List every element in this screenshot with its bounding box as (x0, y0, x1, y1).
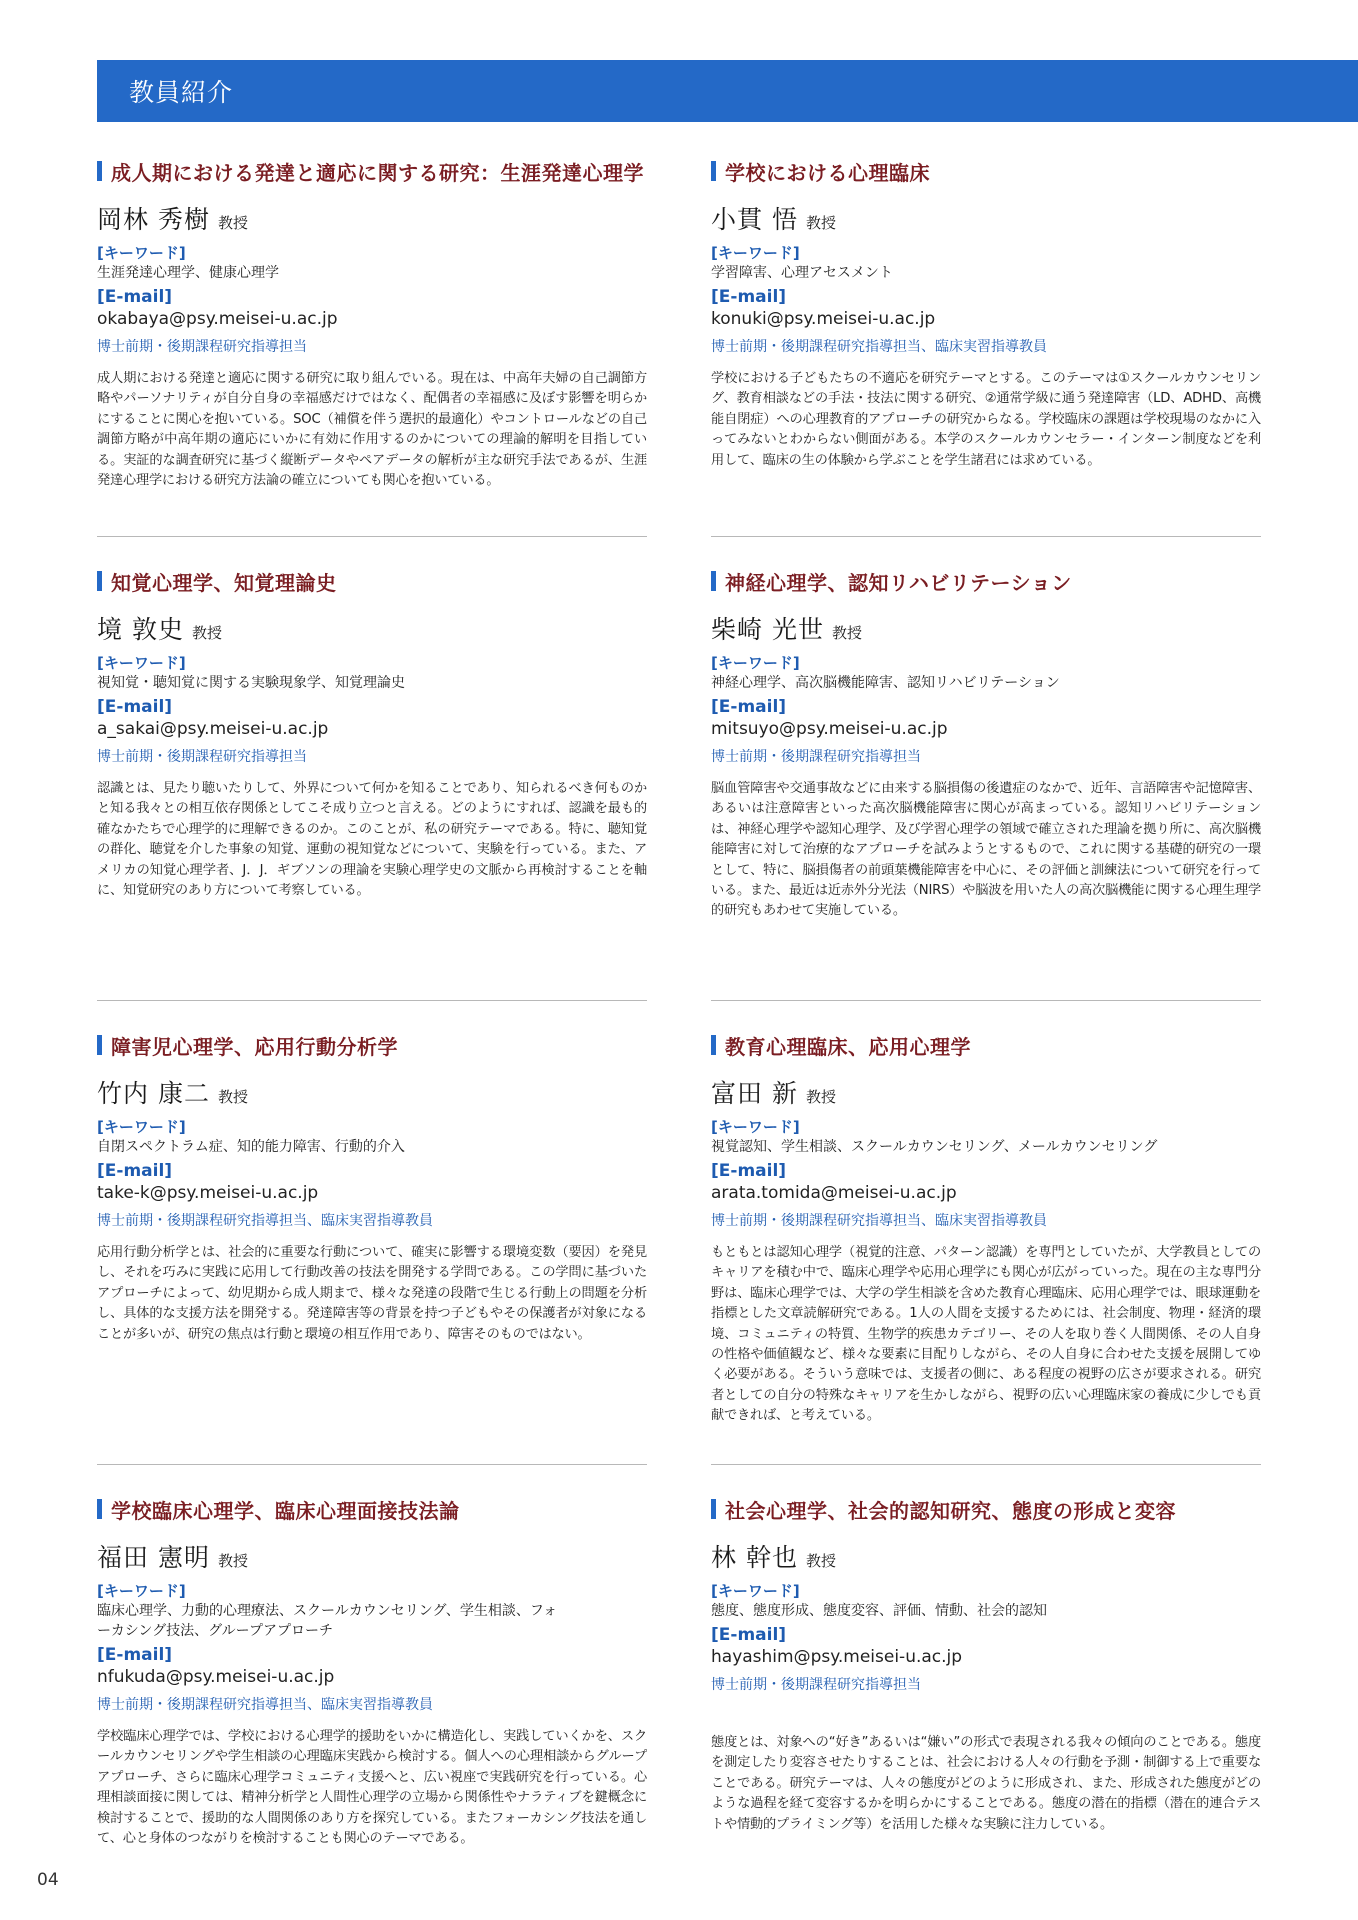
research-description: 態度とは、対象への“好き”あるいは“嫌い”の形式で表現される我々の傾向のことである。態度を測定したり変容させたりすることは、社会における人々の行動を予測・制御する上で重要なことである。研究テーマは、人々の態度がどのように形成され、また、形成された態度がどのような過程を経て変容するかを明らかにすることである。態度の潜在的指標（潜在的連合テストや情動的プライミング等）を活用した様々な実験に注力している。 (711, 1735, 1261, 1832)
research-description: 脳血管障害や交通事故などに由来する脳損傷の後遺症のなかで、近年、言語障害や記憶障害、あるいは注意障害といった高次脳機能障害に関心が高まっている。認知リハビリテーションは、神経心理学や認知心理学、及び学習心理学の領域で確立された理論を拠り所に、高次脳機能障害に対して治療的なアプローチを試みようとするもので、これに関する基礎的研究の一環として、特に、脳損傷者の前頭葉機能障害を中心に、その評価と訓練法について研究を行っている。また、最近は近赤外分光法（NIRS）や脳波を用いた人の高次脳機能に関する心理生理学的研究もあわせて実施している。 (711, 781, 1261, 919)
faculty-card-konuki (711, 155, 1261, 537)
faculty-rank: 教授 (217, 1552, 248, 1570)
title-marker (97, 1499, 102, 1519)
keyword-label: [キーワード] (711, 1582, 800, 1600)
title-marker (711, 1035, 716, 1055)
email-address[interactable]: nfukuda@psy.meisei-u.ac.jp (97, 1667, 335, 1687)
email-address[interactable]: a_sakai@psy.meisei-u.ac.jp (97, 719, 329, 739)
keyword-list: 自閉スペクトラム症、知的能力障害、行動的介入 (97, 1139, 405, 1155)
supervision-role: 博士前期・後期課程研究指導担当、臨床実習指導教員 (711, 339, 1047, 355)
supervision-role: 博士前期・後期課程研究指導担当 (97, 339, 307, 355)
research-theme-title: 社会心理学、社会的認知研究、態度の形成と変容 (711, 1493, 1261, 1525)
keyword-list: 生涯発達心理学、健康心理学 (97, 265, 279, 281)
research-theme-title: 学校における心理臨床 (711, 155, 1261, 187)
faculty-rank: 教授 (805, 214, 836, 232)
email-address[interactable]: hayashim@psy.meisei-u.ac.jp (711, 1647, 963, 1667)
keyword-label: [キーワード] (97, 1582, 186, 1600)
faculty-card-okabayashi (97, 155, 647, 537)
keyword-list: 視知覚・聴知覚に関する実験現象学、知覚理論史 (97, 675, 405, 691)
email-address[interactable]: take-k@psy.meisei-u.ac.jp (97, 1183, 319, 1203)
faculty-name: 富田 新 (711, 1079, 798, 1108)
research-theme-title: 学校臨床心理学、臨床心理面接技法論 (97, 1493, 647, 1525)
keyword-list: 学習障害、心理アセスメント (711, 265, 893, 281)
faculty-card-hayashi (711, 1493, 1261, 1893)
research-description: 学校臨床心理学では、学校における心理学的援助をいかに構造化し、実践していくかを、スクールカウンセリングや学生相談の心理臨床実践から検討する。個人への心理相談からグループアプローチ、さらに臨床心理学コミュニティ支援へと、広い視座で実践研究を行っている。心理相談面接に関しては、精神分析学と人間性心理学の立場から関係性やナラティブを鍵概念に検討することで、援助的な人間関係のあり方を探究している。またフォーカシング技法を通して、心と身体のつながりを検討することも関心のテーマである。 (97, 1729, 647, 1847)
supervision-role: 博士前期・後期課程研究指導担当 (97, 749, 307, 765)
faculty-name: 福田 憲明 (97, 1543, 210, 1572)
research-theme-title: 神経心理学、認知リハビリテーション (711, 565, 1261, 597)
section-header-bar (97, 60, 1358, 122)
keyword-label: [キーワード] (711, 1118, 800, 1136)
research-theme-title: 障害児心理学、応用行動分析学 (97, 1029, 647, 1061)
faculty-name: 小貫 悟 (711, 205, 798, 234)
email-address[interactable]: okabaya@psy.meisei-u.ac.jp (97, 309, 338, 329)
section-title: 教員紹介 (129, 78, 234, 107)
research-theme-title: 教育心理臨床、応用心理学 (711, 1029, 1261, 1061)
title-marker (97, 571, 102, 591)
research-description: もともとは認知心理学（視覚的注意、パターン認識）を専門としていたが、大学教員としてのキャリアを積む中で、臨床心理学や応用心理学にも関心が広がっていった。現在の主な専門分野は、臨床心理学では、大学の学生相談を含めた教育心理臨床、応用心理学では、眼球運動を指標とした文章読解研究である。1人の人間を支援するためには、社会制度、物理・経済的環境、コミュニティの特質、生物学的疾患カテゴリー、その人を取り巻く人間関係、その人自身の性格や価値観など、様々な要素に目配りしながら、その人自身に合わせた支援を展開してゆく必要がある。そういう意味では、支援者の側に、ある程度の視野の広さが要求される。研究者としての自分の特殊なキャリアを生かしながら、視野の広い心理臨床家の養成に少しでも貢献できれば、と考えている。 (711, 1245, 1261, 1424)
faculty-rank: 教授 (805, 1552, 836, 1570)
email-label: [E-mail] (97, 697, 173, 717)
faculty-name: 林 幹也 (711, 1543, 798, 1572)
faculty-name: 岡林 秀樹 (97, 205, 210, 234)
faculty-rank: 教授 (217, 1088, 248, 1106)
research-description: 認識とは、見たり聴いたりして、外界について何かを知ることであり、知られるべき何ものかと知る我々との相互依存関係としてこそ成り立つと言える。どのようにすれば、認識を最も的確なかたちで心理学的に理解できるのか。このことが、私の研究テーマである。特に、聴知覚の群化、聴覚を介した事象の知覚、運動の視知覚などについて、実験を行っている。また、アメリカの知覚心理学者、J．J．ギブソンの理論を実験心理学史の文脈から再検討することを軸に、知覚研究のあり方について考察している。 (97, 781, 647, 899)
research-description: 学校における子どもたちの不適応を研究テーマとする。このテーマは①スクールカウンセリング、教育相談などの手法・技法に関する研究、②通常学級に通う発達障害（LD、ADHD、高機能自閉症）への心理教育的アプローチの研究からなる。学校臨床の課題は学校現場のなかに入ってみないとわからない側面がある。本学のスクールカウンセラー・インターン制度などを利用して、臨床の生の体験から学ぶことを学生諸君には求めている。 (711, 371, 1261, 468)
faculty-card-fukuda (97, 1493, 647, 1893)
faculty-grid (97, 155, 1261, 1893)
keyword-list: 視覚認知、学生相談、スクールカウンセリング、メールカウンセリング (711, 1139, 1158, 1155)
supervision-role: 博士前期・後期課程研究指導担当 (711, 1677, 921, 1693)
supervision-role: 博士前期・後期課程研究指導担当 (711, 749, 921, 765)
keyword-label: [キーワード] (97, 1118, 186, 1136)
email-label: [E-mail] (97, 287, 173, 307)
email-label: [E-mail] (711, 1625, 787, 1645)
research-description: 成人期における発達と適応に関する研究に取り組んでいる。現在は、中高年夫婦の自己調節方略やパーソナリティが自分自身の幸福感だけではなく、配偶者の幸福感に及ぼす影響を明らかにすることに関心を抱いている。SOC（補償を伴う選択的最適化）やコントロールなどの自己調節方略が中高年期の適応にいかに有効に作用するのかについての理論的解明を目指している。実証的な調査研究に基づく縦断データやペアデータの解析が主な研究手法であるが、生涯発達心理学における研究方法論の確立についても関心を抱いている。 (97, 371, 647, 489)
faculty-card-shibasaki (711, 565, 1261, 1001)
faculty-name: 境 敦史 (97, 615, 184, 644)
research-description: 応用行動分析学とは、社会的に重要な行動について、確実に影響する環境変数（要因）を発見し、それを巧みに実践に応用して行動改善の技法を開発する学問である。この学問に基づいたアプローチによって、幼児期から成人期まで、様々な発達の段階で生じる行動上の問題を分析し、具体的な支援方法を開発する。発達障害等の背景を持つ子どもやその保護者が対象になることが多いが、研究の焦点は行動と環境の相互作用であり、障害そのものではない。 (97, 1245, 647, 1342)
supervision-role: 博士前期・後期課程研究指導担当、臨床実習指導教員 (97, 1213, 433, 1229)
faculty-name: 柴崎 光世 (711, 615, 824, 644)
title-marker (711, 161, 716, 181)
keyword-label: [キーワード] (711, 244, 800, 262)
keyword-label: [キーワード] (711, 654, 800, 672)
keyword-list: 臨床心理学、力動的心理療法、スクールカウンセリング、学生相談、フォーカシング技法、グループアプローチ (97, 1603, 558, 1639)
email-label: [E-mail] (711, 1161, 787, 1181)
keyword-list: 態度、態度形成、態度変容、評価、情動、社会的認知 (711, 1603, 1047, 1619)
email-address[interactable]: mitsuyo@psy.meisei-u.ac.jp (711, 719, 948, 739)
faculty-rank: 教授 (805, 1088, 836, 1106)
research-theme-title: 知覚心理学、知覚理論史 (97, 565, 647, 597)
title-marker (97, 1035, 102, 1055)
title-marker (97, 161, 102, 181)
keyword-label: [キーワード] (97, 244, 186, 262)
keyword-list: 神経心理学、高次脳機能障害、認知リハビリテーション (711, 675, 1060, 691)
faculty-rank: 教授 (831, 624, 862, 642)
faculty-card-sakai (97, 565, 647, 1001)
title-marker (711, 571, 716, 591)
email-label: [E-mail] (97, 1645, 173, 1665)
email-address[interactable]: konuki@psy.meisei-u.ac.jp (711, 309, 936, 329)
title-marker (711, 1499, 716, 1519)
email-label: [E-mail] (711, 287, 787, 307)
faculty-rank: 教授 (217, 214, 248, 232)
faculty-name: 竹内 康二 (97, 1079, 210, 1108)
page-number: 04 (37, 1870, 59, 1890)
faculty-card-tomida (711, 1029, 1261, 1465)
research-theme-title: 成人期における発達と適応に関する研究：生涯発達心理学 (97, 155, 647, 187)
email-label: [E-mail] (711, 697, 787, 717)
email-label: [E-mail] (97, 1161, 173, 1181)
email-address[interactable]: arata.tomida@meisei-u.ac.jp (711, 1183, 957, 1203)
faculty-card-takeuchi (97, 1029, 647, 1465)
supervision-role: 博士前期・後期課程研究指導担当、臨床実習指導教員 (711, 1213, 1047, 1229)
faculty-rank: 教授 (191, 624, 222, 642)
supervision-role: 博士前期・後期課程研究指導担当、臨床実習指導教員 (97, 1697, 433, 1713)
keyword-label: [キーワード] (97, 654, 186, 672)
